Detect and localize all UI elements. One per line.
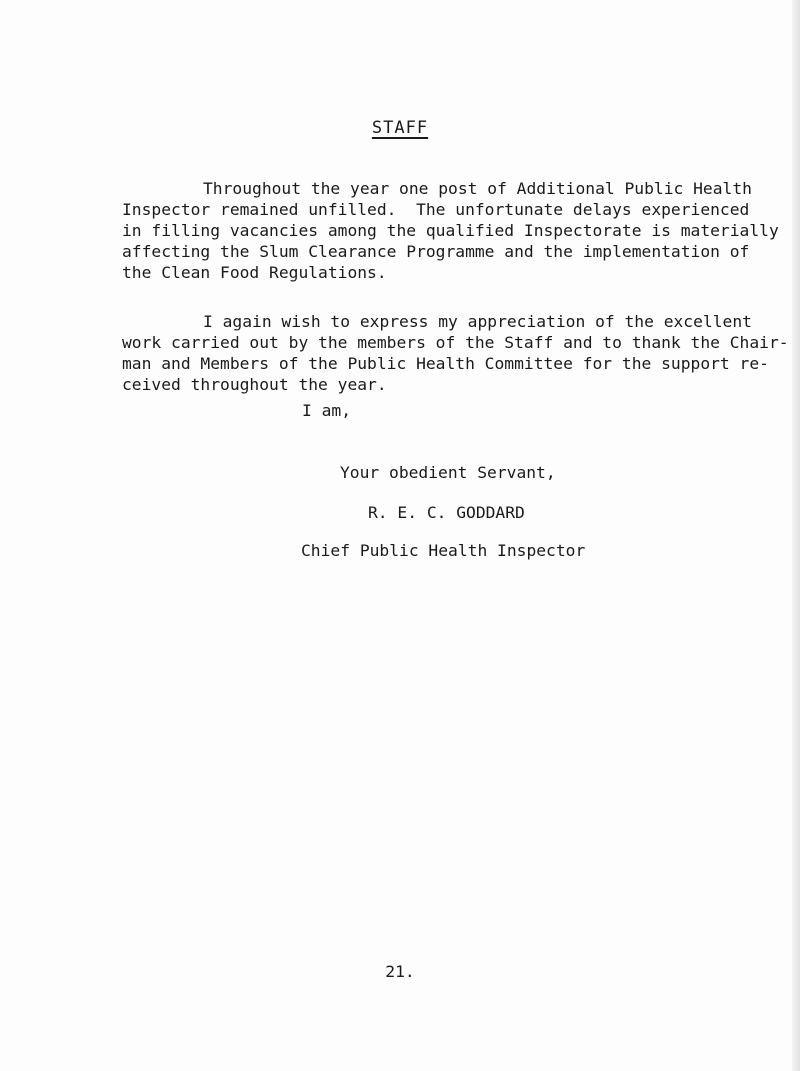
text-line: the Clean Food Regulations. <box>122 263 387 282</box>
page-number: 21. <box>385 962 415 981</box>
text-line: affecting the Slum Clearance Programme and the implementation of <box>122 242 750 261</box>
salutation: I am, <box>302 401 352 420</box>
section-heading-text: STAFF <box>371 118 429 138</box>
signatory-name: R. E. C. GODDARD <box>368 503 525 522</box>
section-heading <box>0 118 800 138</box>
text-line: ceived throughout the year. <box>122 375 387 394</box>
text-line: man and Members of the Public Health Committee for the support re- <box>122 354 769 373</box>
paragraph-appreciation <box>0 311 800 439</box>
text-line: I again wish to express my appreciation of the excellent <box>203 312 752 331</box>
text-line: in filling vacancies among the qualified Inspectorate is materially <box>122 221 779 240</box>
text-line: work carried out by the members of the Staff and to thank the Chair- <box>122 333 789 352</box>
paragraph-staff-vacancies <box>0 178 800 327</box>
text-line: Inspector remained unfilled. The unfortunate delays experienced <box>122 200 750 219</box>
text-line: Throughout the year one post of Additional Public Health <box>203 179 752 198</box>
page-edge-shadow <box>792 0 800 1071</box>
signatory-title: Chief Public Health Inspector <box>301 541 586 560</box>
valediction: Your obedient Servant, <box>340 463 556 482</box>
